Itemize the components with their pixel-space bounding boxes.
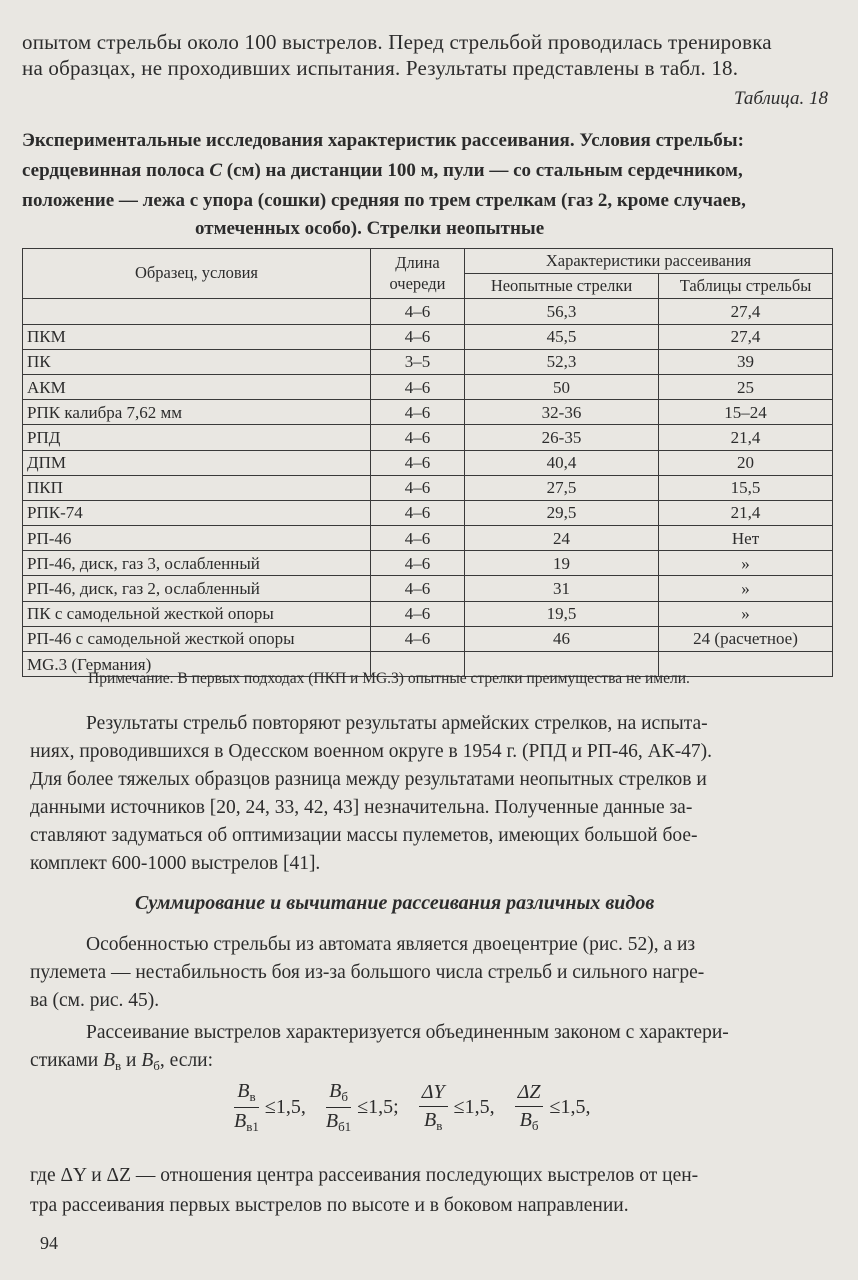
cell-sample: РП-46, диск, газ 3, ослабленный (23, 551, 371, 576)
cell-sample: РП-46, диск, газ 2, ослабленный (23, 576, 371, 601)
dispersion-formula: $\frac{В_в}{В_{в1}}$ ≤1,5, $\frac{В_б}{В_{б1}}$ ≤1,5; $\frac{\Delta Y}{В_в}$ ≤1,5, $\frac{\Delta Z}{В_б}$ ≤1,5, (234, 1080, 591, 1134)
paragraph-4-line-2: тра рассеивания первых выстрелов по высоте и в боковом направлении. (30, 1195, 629, 1216)
paragraph-1-line-6: комплект 600-1000 выстрелов [41]. (30, 853, 321, 874)
cell-novice: 19 (465, 551, 659, 576)
cell-burst: 4–6 (371, 601, 465, 626)
page-number: 94 (40, 1233, 58, 1253)
table-row (23, 425, 833, 450)
table-row (23, 324, 833, 349)
cell-sample: ПК (23, 349, 371, 374)
cell-novice: 32-36 (465, 400, 659, 425)
paragraph-1-line-1: Результаты стрельб повторяют результаты армейских стрелков, на испыта- (86, 713, 708, 734)
cell-tables: 25 (659, 374, 833, 399)
cell-sample: РПК-74 (23, 500, 371, 525)
table-row (23, 526, 833, 551)
cell-sample: ПКМ (23, 324, 371, 349)
cell-tables: 15–24 (659, 400, 833, 425)
cell-sample: РП-46 с самодельной жесткой опоры (23, 626, 371, 651)
table-title-line-2: сердцевинная полоса С (см) на дистанции 100 м, пули — со стальным сердечником, (22, 160, 743, 181)
cell-tables: 27,4 (659, 324, 833, 349)
cell-novice: 45,5 (465, 324, 659, 349)
fraction-dz-bb: $\frac{\Delta Z}{В_б}$ (515, 1081, 544, 1134)
paragraph-1-line-2: ниях, проводившихся в Одесском военном округе в 1954 г. (РПД и РП-46, АК-47). (30, 741, 713, 762)
paragraph-3-line-2: стиками $В_в$ и $В_б$, если: (30, 1050, 214, 1073)
paragraph-2-line-1: Особенностью стрельбы из автомата является двоецентрие (рис. 52), а из (86, 934, 696, 955)
cell-novice: 50 (465, 374, 659, 399)
header-dispersion: Характеристики рассеивания (465, 249, 833, 274)
paragraph-1-line-5: ставляют задуматься об оптимизации массы пулеметов, имеющих большой бое- (30, 825, 698, 846)
cell-tables: 21,4 (659, 425, 833, 450)
table-row (23, 576, 833, 601)
cell-novice: 46 (465, 626, 659, 651)
table-row (23, 400, 833, 425)
table-note: Примечание. В первых подходах (ПКП и MG.3) опытные стрелки преимущества не имели. (88, 670, 690, 687)
cell-tables: » (659, 601, 833, 626)
cell-tables: 21,4 (659, 500, 833, 525)
intro-line-1: опытом стрельбы около 100 выстрелов. Перед стрельбой проводилась тренировка (22, 30, 772, 54)
cell-novice: 40,4 (465, 450, 659, 475)
cell-burst: 4–6 (371, 299, 465, 324)
cell-burst: 3–5 (371, 349, 465, 374)
table-row (23, 450, 833, 475)
header-burst-length: Длина очереди (371, 249, 465, 299)
paragraph-2-line-2: пулемета — нестабильность боя из-за большого числа стрельб и сильного нагре- (30, 962, 705, 983)
intro-line-2: на образцах, не проходивших испытания. Результаты представлены в табл. 18. (22, 56, 739, 80)
cell-tables: » (659, 551, 833, 576)
cell-burst: 4–6 (371, 626, 465, 651)
cell-burst: 4–6 (371, 374, 465, 399)
cell-sample: РП-46 (23, 526, 371, 551)
cell-burst: 4–6 (371, 425, 465, 450)
cell-novice: 26-35 (465, 425, 659, 450)
variable-c: С (209, 160, 222, 181)
dispersion-table (22, 248, 833, 677)
cell-novice: 29,5 (465, 500, 659, 525)
table-row (23, 500, 833, 525)
cell-tables: 27,4 (659, 299, 833, 324)
table-title-line-1: Экспериментальные исследования характеристик рассеивания. Условия стрельбы: (22, 130, 744, 151)
table-row (23, 349, 833, 374)
cell-novice: 52,3 (465, 349, 659, 374)
cell-tables: Нет (659, 526, 833, 551)
cell-burst: 4–6 (371, 475, 465, 500)
table-row (23, 475, 833, 500)
table-row (23, 626, 833, 651)
table-row (23, 299, 833, 324)
cell-tables: » (659, 576, 833, 601)
cell-burst: 4–6 (371, 400, 465, 425)
cell-sample (23, 299, 371, 324)
table-title-line-4: отмеченных особо). Стрелки неопытные (195, 218, 545, 239)
cell-tables: 20 (659, 450, 833, 475)
cell-novice: 19,5 (465, 601, 659, 626)
cell-burst: 4–6 (371, 324, 465, 349)
paragraph-1-line-3: Для более тяжелых образцов разница между результатами неопытных стрелков и (30, 769, 707, 790)
paragraph-3-line-1: Рассеивание выстрелов характеризуется объединенным законом с характери- (86, 1022, 729, 1043)
cell-novice: 56,3 (465, 299, 659, 324)
header-sample: Образец, условия (23, 249, 371, 299)
cell-sample: ПКП (23, 475, 371, 500)
cell-novice: 31 (465, 576, 659, 601)
cell-sample: РПД (23, 425, 371, 450)
cell-sample: РПК калибра 7,62 мм (23, 400, 371, 425)
cell-sample: MG.3 (Германия) (23, 652, 371, 677)
cell-tables: 15,5 (659, 475, 833, 500)
paragraph-2-line-3: ва (см. рис. 45). (30, 990, 160, 1011)
paragraph-1-line-4: данными источников [20, 24, 33, 42, 43] незначительна. Полученные данные за- (30, 797, 693, 818)
fraction-bv-bv1: $\frac{В_в}{В_{в1}}$ (234, 1080, 259, 1134)
cell-tables: 24 (расчетное) (659, 626, 833, 651)
cell-novice: 27,5 (465, 475, 659, 500)
cell-burst: 4–6 (371, 576, 465, 601)
table-row (23, 551, 833, 576)
table-row (23, 601, 833, 626)
table-title-line-3: положение — лежа с упора (сошки) средняя по трем стрелкам (газ 2, кроме случаев, (22, 190, 746, 211)
cell-sample: АКМ (23, 374, 371, 399)
header-novice-shooters: Неопытные стрелки (465, 274, 659, 299)
cell-burst: 4–6 (371, 450, 465, 475)
table-row (23, 374, 833, 399)
cell-novice: 24 (465, 526, 659, 551)
cell-burst: 4–6 (371, 500, 465, 525)
cell-sample: ДПМ (23, 450, 371, 475)
cell-sample: ПК с самодельной жесткой опоры (23, 601, 371, 626)
fraction-bb-bb1: $\frac{В_б}{В_{б1}}$ (325, 1080, 352, 1134)
cell-tables: 39 (659, 349, 833, 374)
paragraph-4-line-1: где ΔY и ΔZ — отношения центра рассеивания последующих выстрелов от цен- (30, 1165, 699, 1186)
header-firing-tables: Таблицы стрельбы (659, 274, 833, 299)
cell-burst: 4–6 (371, 526, 465, 551)
table-caption: Таблица. 18 (734, 88, 828, 109)
cell-burst: 4–6 (371, 551, 465, 576)
fraction-dy-bv: $\frac{\Delta Y}{В_в}$ (419, 1081, 448, 1134)
section-heading: Суммирование и вычитание рассеивания различных видов (135, 892, 655, 914)
